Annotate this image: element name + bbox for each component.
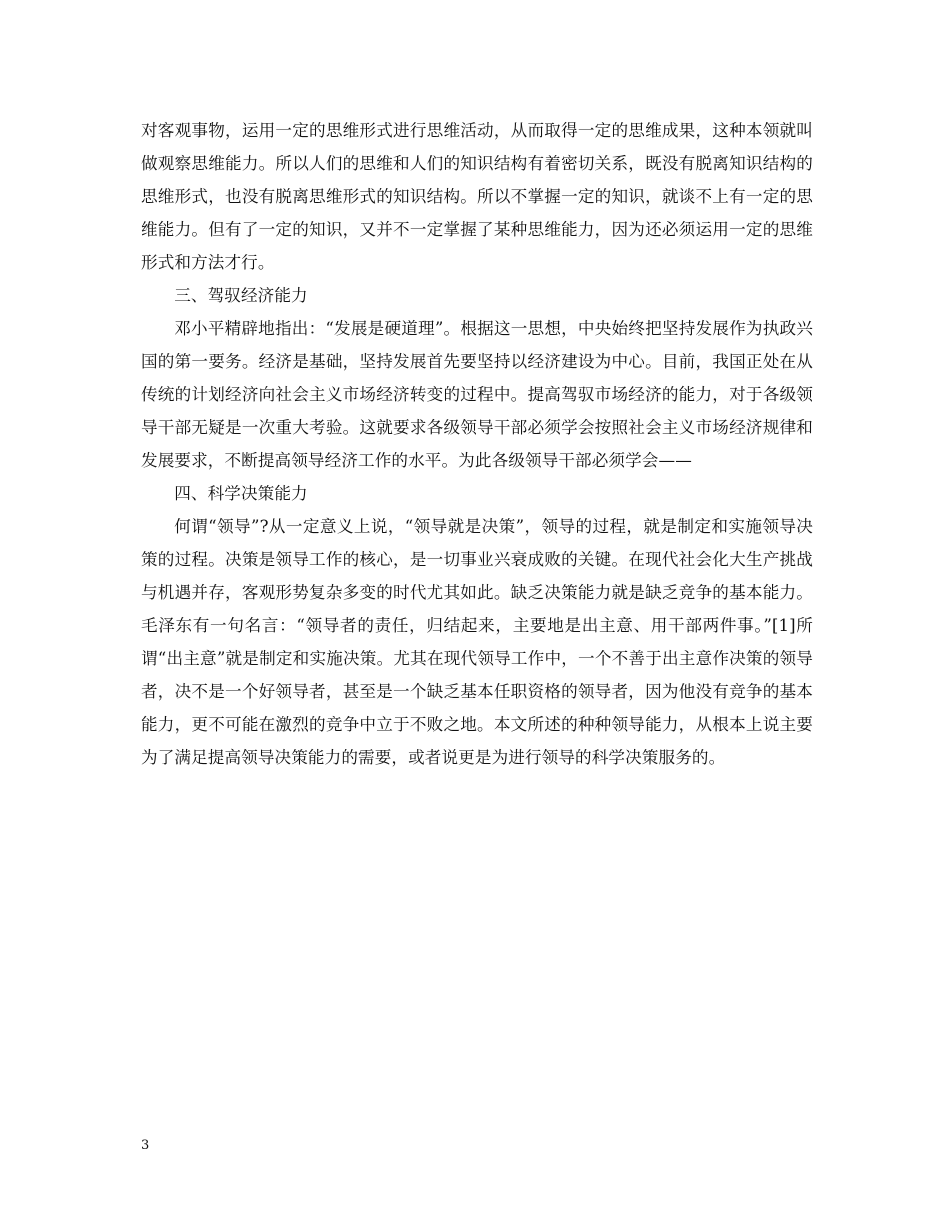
paragraph-economic-ability: 邓小平精辟地指出：“发展是硬道理”。根据这一思想，中央始终把坚持发展作为执政兴国的第一要务。经济是基础，坚持发展首先要坚持以经济建设为中心。目前，我国正处在从传统的计划经济向社会主义市场经济转变的过程中。提高驾驭市场经济的能力，对于各级领导干部无疑是一次重大考验。这就要求各级领导干部必须学会按照社会主义市场经济规律和发展要求，不断提高领导经济工作的水平。为此各级领导干部必须学会—— (141, 319, 813, 470)
paragraph-decision-ability: 何谓“领导”?从一定意义上说，“领导就是决策”，领导的过程，就是制定和实施领导决策的过程。决策是领导工作的核心，是一切事业兴衰成败的关键。在现代社会化大生产挑战与机遇并存，客观形势复杂多变的时代尤其如此。缺乏决策能力就是缺乏竞争的基本能力。毛泽东有一句名言：“领导者的责任，归结起来，主要地是出主意、用干部两件事。”[1]所谓“出主意”就是制定和实施决策。尤其在现代领导工作中，一个不善于出主意作决策的领导者，决不是一个好领导者，甚至是一个缺乏基本任职资格的领导者，因为他没有竞争的基本能力，更不可能在激烈的竞争中立于不败之地。本文所述的种种领导能力，从根本上说主要为了满足提高领导决策能力的需要，或者说更是为进行领导的科学决策服务的。 (141, 517, 813, 767)
section-heading-decision-ability: 四、科学决策能力 (174, 484, 308, 503)
paragraph-thinking-ability-continued: 对客观事物，运用一定的思维形式进行思维活动，从而取得一定的思维成果，这种本领就叫做观察思维能力。所以人们的思维和人们的知识结构有着密切关系，既没有脱离知识结构的思维形式，也没有脱离思维形式的知识结构。所以不掌握一定的知识，就谈不上有一定的思维能力。但有了一定的知识，又并不一定掌握了某种思维能力，因为还必须运用一定的思维形式和方法才行。 (141, 121, 813, 272)
document-body (141, 114, 813, 774)
section-heading-economic-ability: 三、驾驭经济能力 (174, 286, 308, 305)
page-number: 3 (141, 1138, 150, 1153)
